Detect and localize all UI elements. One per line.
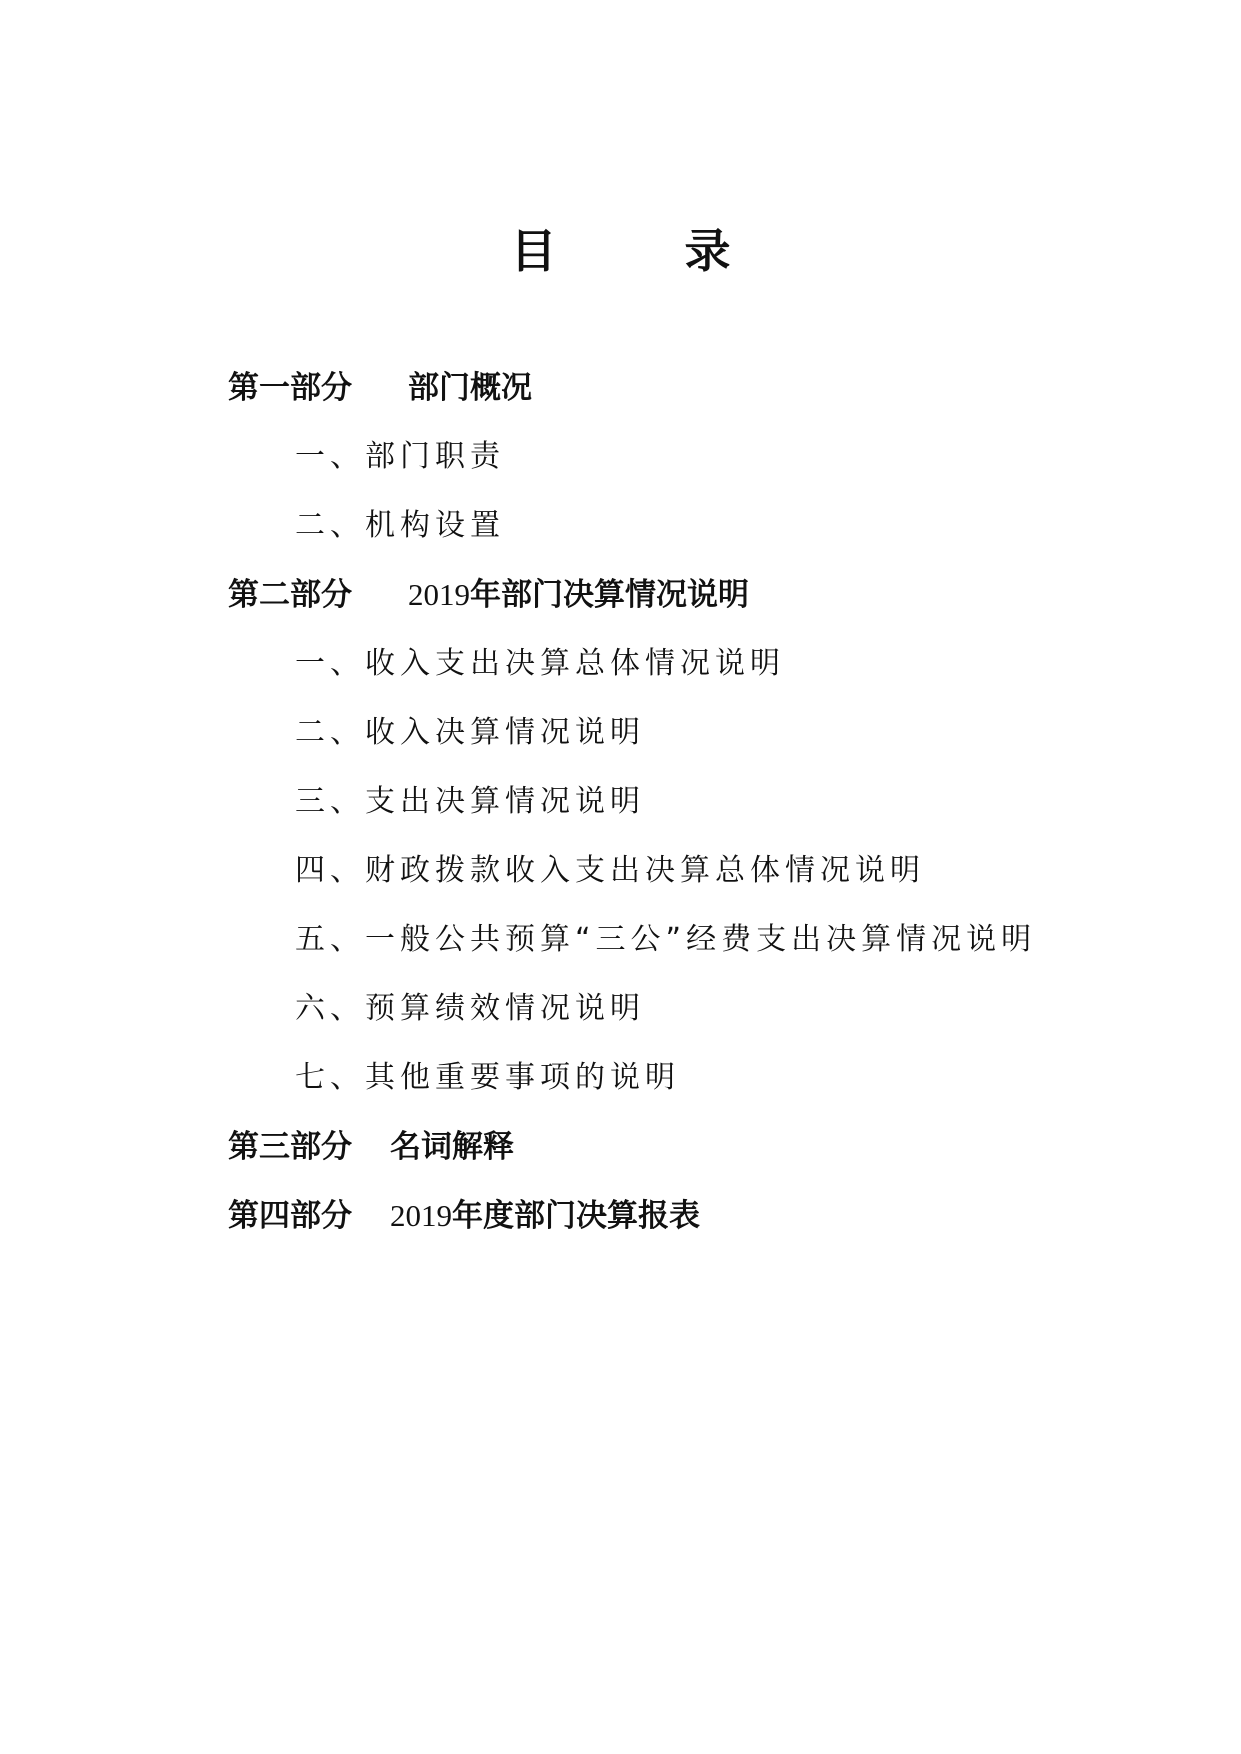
part-label: 第一部分 <box>228 370 352 406</box>
toc-item-2-5[interactable]: 五、一般公共预算“三公”经费支出决算情况说明 <box>295 922 1037 957</box>
part-title: 年度部门决算报表 <box>452 1198 700 1234</box>
toc-part-4[interactable] <box>228 1196 700 1236</box>
part-title: 名词解释 <box>390 1129 514 1165</box>
part-label: 第三部分 <box>228 1129 352 1165</box>
toc-part-2[interactable] <box>228 575 749 615</box>
toc-item-2-7[interactable]: 七、其他重要事项的说明 <box>295 1060 680 1095</box>
part-year: 2019 <box>408 577 470 612</box>
toc-item-1-2[interactable]: 二、机构设置 <box>295 508 505 543</box>
part-label: 第二部分 <box>228 577 352 613</box>
toc-part-3[interactable] <box>228 1127 514 1167</box>
toc-item-2-1[interactable]: 一、收入支出决算总体情况说明 <box>295 646 785 681</box>
toc-item-2-6[interactable]: 六、预算绩效情况说明 <box>295 991 645 1026</box>
part-title: 年部门决算情况说明 <box>470 577 749 613</box>
toc-item-1-1[interactable]: 一、部门职责 <box>295 439 505 474</box>
toc-item-2-4[interactable]: 四、财政拨款收入支出决算总体情况说明 <box>295 853 925 888</box>
toc-part-1[interactable] <box>228 368 532 408</box>
toc-item-2-3[interactable]: 三、支出决算情况说明 <box>295 784 645 819</box>
page-title: 目录 <box>510 224 859 278</box>
part-title: 部门概况 <box>408 370 532 406</box>
part-year: 2019 <box>390 1198 452 1233</box>
toc-item-2-2[interactable]: 二、收入决算情况说明 <box>295 715 645 750</box>
part-label: 第四部分 <box>228 1198 352 1234</box>
